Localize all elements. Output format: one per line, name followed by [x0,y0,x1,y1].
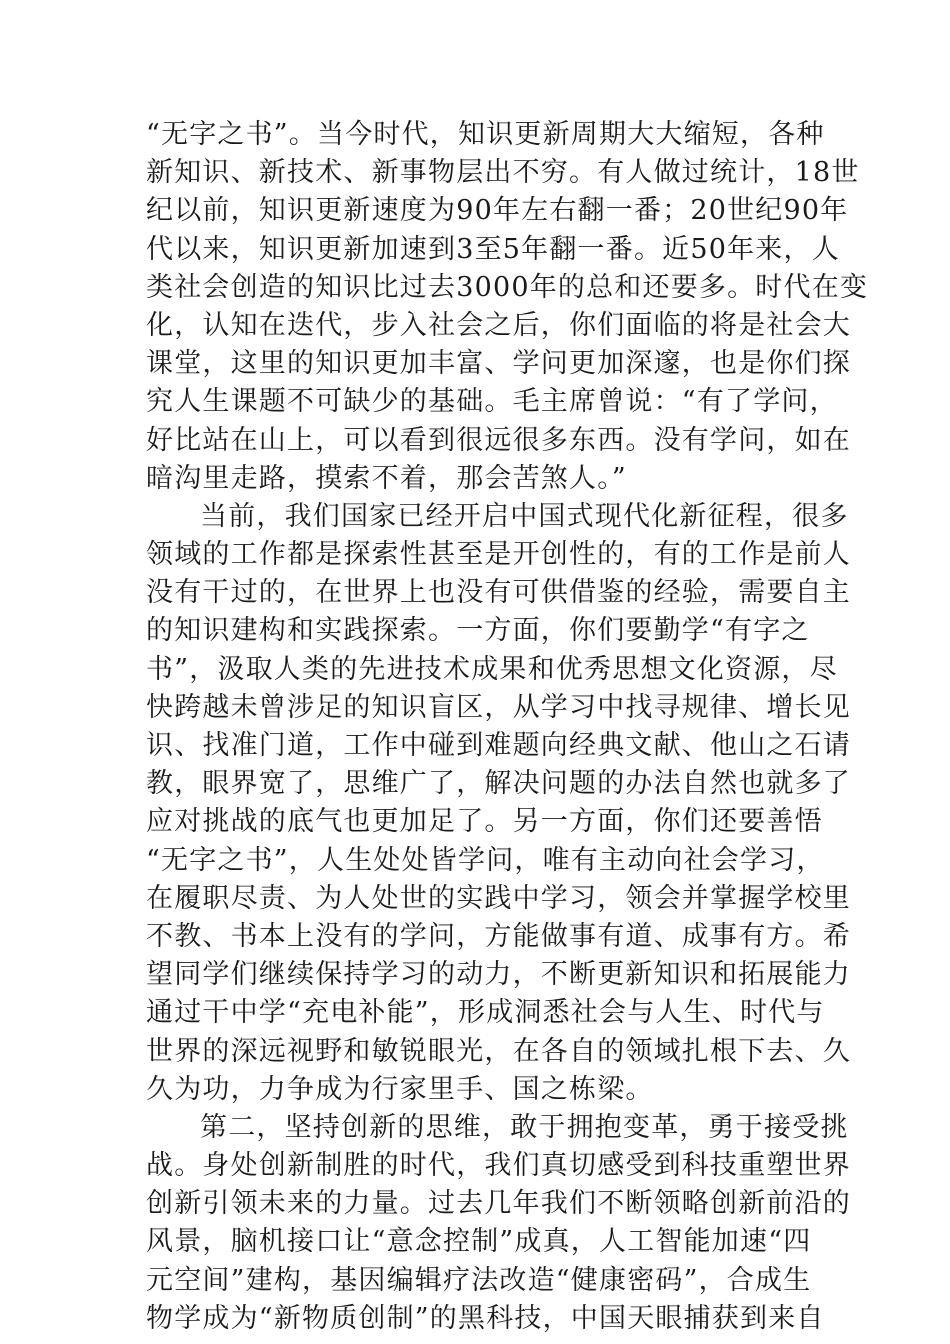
text-line: “无字之书”。当今时代，知识更新周期大大缩短，各种 [146,119,825,150]
text-line: 世界的深远视野和敏锐眼光，在各自的领域扎根下去、久 [146,1035,851,1067]
paragraph-2 [146,498,851,1109]
text-line: 课堂，这里的知识更加丰富、学问更加深邃，也是你们探 [146,348,851,380]
text-line: 教，眼界宽了，思维广了，解决问题的办法自然也就多了 [146,768,851,800]
text-line: 的知识建构和实践探索。一方面，你们要勤学“有字之 [146,615,810,647]
text-line: 应对挑战的底气也更加足了。另一方面，你们还要善悟 [146,806,823,838]
text-line: 究人生课题不可缺少的基础。毛主席曾说：“有了学问， [146,386,838,418]
text-line: 好比站在山上，可以看到很远很多东西。没有学问，如在 [146,424,851,456]
text-line: 识、找准门道，工作中碰到难题向经典文献、他山之石请 [146,730,851,761]
text-line: “无字之书”，人生处处皆学问，唯有主动向社会学习， [146,844,825,876]
text-line: 第二，坚持创新的思维，敢于拥抱变革，勇于接受挑 [200,1111,849,1143]
text-line: 当前，我们国家已经开启中国式现代化新征程，很多 [200,500,849,532]
text-line: 纪以前，知识更新速度为90年左右翻一番；20世纪90年 [146,195,849,227]
text-line: 暗沟里走路，摸索不着，那会苦煞人。” [146,462,627,494]
text-line: 类社会创造的知识比过去3000年的总和还要多。时代在变 [146,271,869,303]
text-line: 新知识、新技术、新事物层出不穷。有人做过统计，18世 [146,157,860,189]
text-line: 元空间”建构，基因编辑疗法改造“健康密码”，合成生 [146,1264,812,1296]
text-line: 战。身处创新制胜的时代，我们真切感受到科技重塑世界 [146,1150,851,1182]
text-line: 风景，脑机接口让“意念控制”成真，人工智能加速“四 [146,1226,812,1258]
text-line: 化，认知在迭代，步入社会之后，你们面临的将是社会大 [146,309,851,341]
paragraph-1 [146,116,869,498]
text-line: 创新引领未来的力量。过去几年我们不断领略创新前沿的 [146,1188,851,1220]
body-text [146,116,869,1338]
text-line: 通过干中学“充电补能”，形成洞悉社会与人生、时代与 [146,997,825,1029]
text-line: 快跨越未曾涉足的知识盲区，从学习中找寻规律、增长见 [146,691,851,723]
text-line: 没有干过的，在世界上也没有可供借鉴的经验，需要自主 [146,577,851,609]
text-line: 书”，汲取人类的先进技术成果和优秀思想文化资源，尽 [146,653,838,685]
text-line: 领域的工作都是探索性甚至是开创性的，有的工作是前人 [146,539,851,571]
paragraph-3 [146,1109,851,1338]
text-line: 不教、书本上没有的学问，方能做事有道、成事有方。希 [146,920,851,952]
text-line: 在履职尽责、为人处世的实践中学习，领会并掌握学校里 [146,882,851,914]
text-line: 代以来，知识更新加速到3至5年翻一番。近50年来，人 [146,233,840,265]
text-line: 物学成为“新物质创制”的黑科技，中国天眼捕获到来自 [146,1302,825,1334]
text-line: 望同学们继续保持学习的动力，不断更新知识和拓展能力 [146,959,851,991]
text-line: 久为功，力争成为行家里手、国之栋梁。 [146,1073,654,1105]
